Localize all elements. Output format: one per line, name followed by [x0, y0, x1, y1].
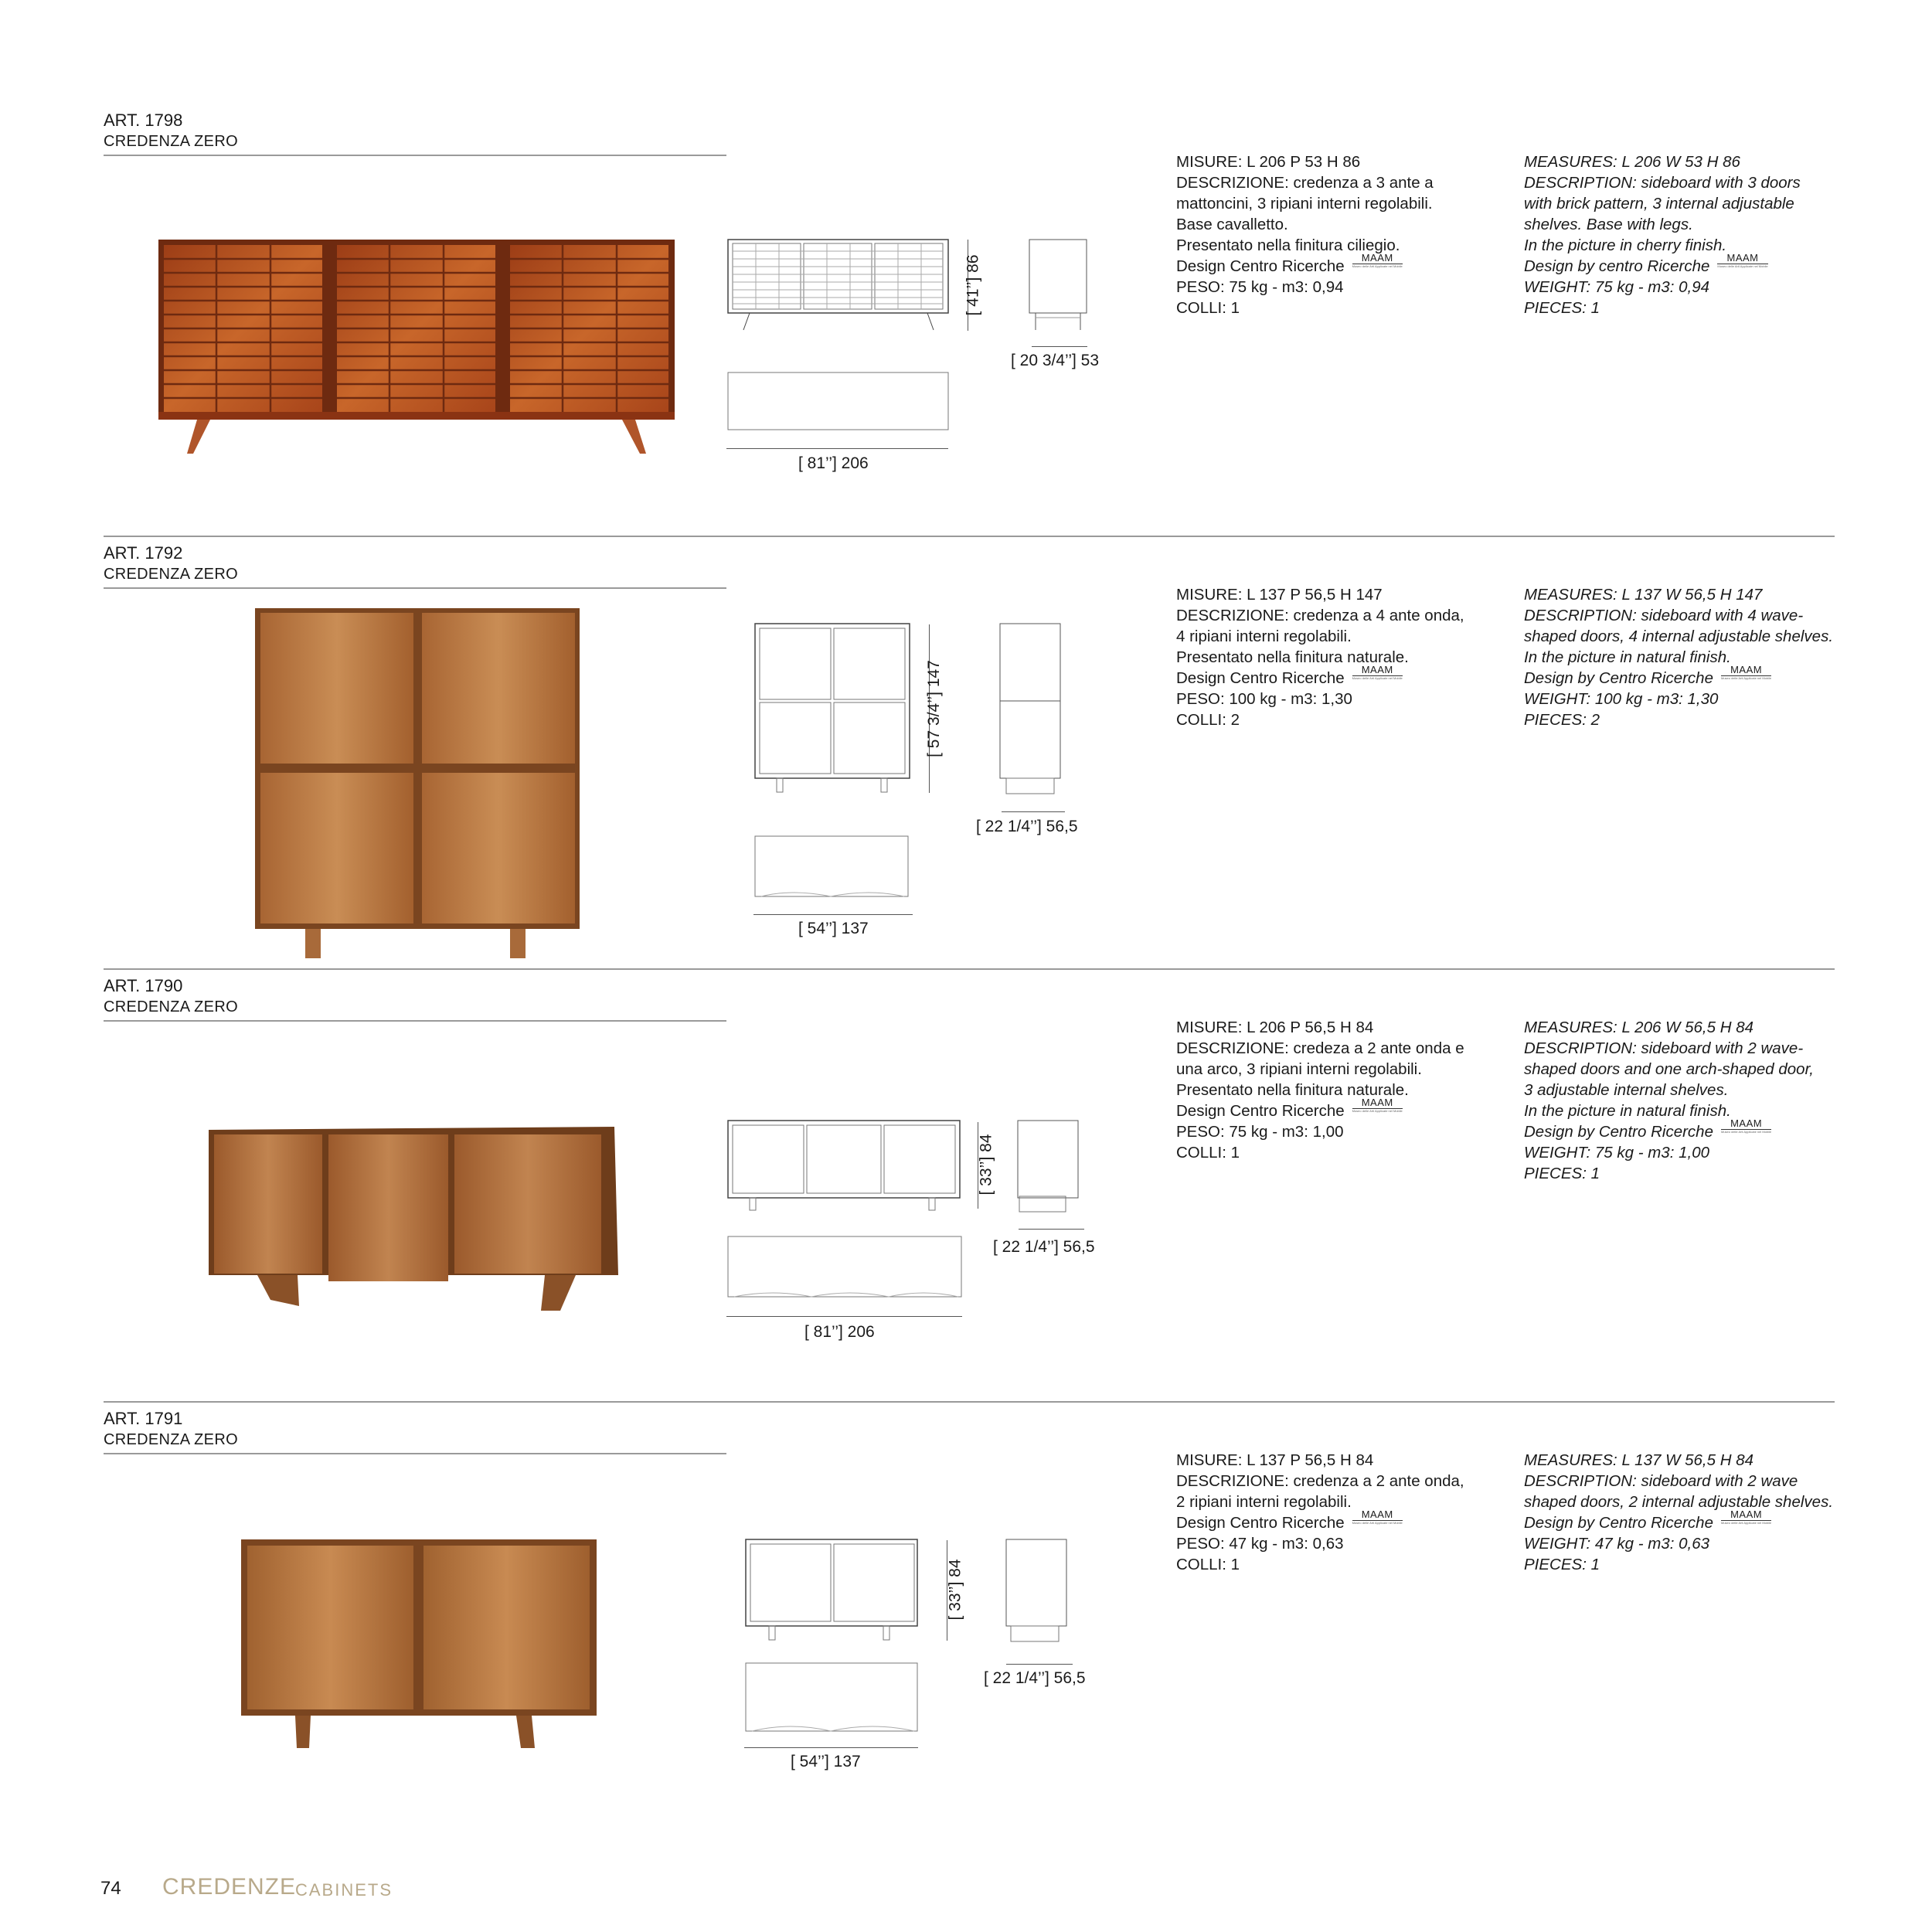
spec-line: PESO: 100 kg - m3: 1,30: [1176, 690, 1352, 708]
spec-line: WEIGHT: 75 kg - m3: 1,00: [1524, 1144, 1709, 1162]
maam-logo: MAAM Museo delle Arti Applicate nel Mobile: [1352, 1097, 1403, 1113]
spec-line: [1524, 664, 1879, 689]
product-name: CREDENZA ZERO: [104, 566, 238, 583]
spec-line: PESO: 75 kg - m3: 1,00: [1176, 1123, 1344, 1141]
spec-line: DESCRIZIONE: credeza a 2 ante onda e: [1176, 1039, 1464, 1057]
spec-line: MISURE: L 137 P 56,5 H 84: [1176, 1451, 1374, 1469]
technical-drawing-top: [744, 1662, 922, 1735]
spec-line: MISURE: L 206 P 53 H 86: [1176, 153, 1361, 171]
dimension-line: [726, 1316, 962, 1317]
designer-label: Design by centro Ricerche: [1524, 257, 1710, 275]
spec-line: shaped doors, 4 internal adjustable shelves.: [1524, 628, 1834, 645]
spec-english: [1524, 1017, 1879, 1184]
spec-line: DESCRIZIONE: credenza a 3 ante a: [1176, 174, 1434, 192]
technical-drawing-side: [1016, 1119, 1086, 1212]
technical-drawing-front: [726, 1119, 966, 1212]
product-photo: [240, 1538, 603, 1754]
designer-label: Design Centro Ricerche: [1176, 669, 1345, 687]
spec-line: In the picture in cherry finish.: [1524, 236, 1727, 254]
spec-line: MEASURES: L 137 W 56,5 H 84: [1524, 1451, 1754, 1469]
spec-line: COLLI: 1: [1176, 299, 1240, 317]
product-name: CREDENZA ZERO: [104, 998, 238, 1015]
maam-logo: MAAM Museo delle Arti Applicate nel Mobile: [1352, 252, 1403, 268]
designer-label: Design by Centro Ricerche: [1524, 669, 1713, 687]
spec-line: COLLI: 1: [1176, 1144, 1240, 1162]
spec-english: [1524, 151, 1879, 318]
spec-line: [1176, 1097, 1516, 1121]
spec-line: [1524, 1509, 1879, 1533]
spec-line: WEIGHT: 100 kg - m3: 1,30: [1524, 690, 1719, 708]
spec-line: [1524, 252, 1879, 277]
technical-drawing-top: [726, 371, 951, 433]
depth-dimension: [ 22 1/4’’] 56,5: [993, 1238, 1095, 1256]
designer-label: Design Centro Ricerche: [1176, 257, 1345, 275]
dimension-line: [1006, 1664, 1073, 1665]
spec-line: PESO: 75 kg - m3: 0,94: [1176, 278, 1344, 296]
section-rule: [104, 1020, 726, 1022]
technical-drawing-side: [1005, 1538, 1074, 1646]
width-dimension: [ 54’’] 137: [798, 920, 869, 937]
spec-line: In the picture in natural finish.: [1524, 648, 1731, 666]
spec-line: MEASURES: L 206 W 53 H 86: [1524, 153, 1740, 171]
maam-logo: MAAM Museo delle Arti Applicate nel Mobile: [1720, 1509, 1772, 1525]
dimension-line: [1032, 346, 1087, 347]
section-rule: [104, 155, 726, 156]
spec-line: PIECES: 1: [1524, 1556, 1600, 1573]
designer-label: Design by Centro Ricerche: [1524, 1123, 1713, 1141]
spec-line: [1176, 252, 1516, 277]
spec-line: DESCRIZIONE: credenza a 4 ante onda,: [1176, 607, 1464, 624]
spec-line: [1176, 664, 1516, 689]
product-photo: [155, 236, 680, 460]
spec-line: shelves. Base with legs.: [1524, 216, 1693, 233]
spec-line: WEIGHT: 75 kg - m3: 0,94: [1524, 278, 1709, 296]
article-number: ART. 1798: [104, 111, 183, 130]
spec-line: PIECES: 1: [1524, 1165, 1600, 1182]
spec-line: PIECES: 2: [1524, 711, 1600, 729]
spec-english: [1524, 1450, 1879, 1575]
spec-line: DESCRIPTION: sideboard with 3 doors: [1524, 174, 1801, 192]
spec-italian: [1176, 584, 1516, 730]
spec-line: COLLI: 2: [1176, 711, 1240, 729]
spec-line: WEIGHT: 47 kg - m3: 0,63: [1524, 1535, 1709, 1553]
width-dimension: [ 54’’] 137: [791, 1753, 861, 1770]
technical-drawing-front: [744, 1538, 922, 1646]
technical-drawing-top: [753, 835, 912, 900]
spec-italian: [1176, 151, 1516, 318]
section-rule: [104, 1453, 726, 1454]
spec-line: Presentato nella finitura naturale.: [1176, 648, 1409, 666]
spec-line: shaped doors and one arch-shaped door,: [1524, 1060, 1814, 1078]
technical-drawing-front: [753, 622, 916, 796]
spec-line: Base cavalletto.: [1176, 216, 1288, 233]
article-number: ART. 1790: [104, 976, 183, 995]
maam-logo: MAAM Museo delle Arti Applicate nel Mobile: [1720, 1117, 1772, 1134]
dimension-line: [726, 448, 948, 449]
spec-line: [1176, 1509, 1516, 1533]
height-dimension: [ 33’’] 84: [946, 1559, 964, 1621]
product-name: CREDENZA ZERO: [104, 133, 238, 150]
spec-italian: [1176, 1450, 1516, 1575]
spec-line: [1524, 1117, 1879, 1142]
section-divider: [104, 536, 1835, 537]
maam-logo: MAAM Museo delle Arti Applicate nel Mobile: [1717, 252, 1768, 268]
spec-line: MEASURES: L 206 W 56,5 H 84: [1524, 1019, 1754, 1036]
product-photo: [197, 1121, 630, 1314]
depth-dimension: [ 20 3/4’’] 53: [1011, 352, 1100, 369]
dimension-line: [1002, 811, 1065, 812]
technical-drawing-top: [726, 1235, 966, 1301]
product-photo: [251, 607, 583, 962]
dimension-line: [1019, 1229, 1084, 1230]
spec-line: DESCRIZIONE: credenza a 2 ante onda,: [1176, 1472, 1464, 1490]
width-dimension: [ 81’’] 206: [804, 1323, 875, 1341]
section-divider: [104, 1401, 1835, 1403]
spec-line: PESO: 47 kg - m3: 0,63: [1176, 1535, 1344, 1553]
spec-line: DESCRIPTION: sideboard with 2 wave: [1524, 1472, 1798, 1490]
page-number: 74: [100, 1878, 121, 1899]
spec-line: Presentato nella finitura ciliegio.: [1176, 236, 1400, 254]
maam-logo: MAAM Museo delle Arti Applicate nel Mobile: [1720, 664, 1772, 680]
section-divider: [104, 968, 1835, 970]
height-dimension: [ 57 3/4’’] 147: [924, 660, 943, 757]
spec-line: with brick pattern, 3 internal adjustable: [1524, 195, 1794, 213]
category-title: CREDENZE: [162, 1874, 297, 1900]
spec-line: mattoncini, 3 ripiani interni regolabili.: [1176, 195, 1433, 213]
designer-label: Design by Centro Ricerche: [1524, 1514, 1713, 1532]
spec-english: [1524, 584, 1879, 730]
spec-line: shaped doors, 2 internal adjustable shelves.: [1524, 1493, 1834, 1511]
spec-line: MISURE: L 206 P 56,5 H 84: [1176, 1019, 1374, 1036]
section-rule: [104, 587, 726, 589]
spec-line: Presentato nella finitura naturale.: [1176, 1081, 1409, 1099]
article-number: ART. 1792: [104, 543, 183, 563]
maam-logo: MAAM Museo delle Arti Applicate nel Mobile: [1352, 664, 1403, 680]
article-number: ART. 1791: [104, 1409, 183, 1428]
spec-line: MISURE: L 137 P 56,5 H 147: [1176, 586, 1383, 604]
spec-line: 2 ripiani interni regolabili.: [1176, 1493, 1352, 1511]
height-dimension: [ 33’’] 84: [977, 1134, 995, 1196]
spec-line: una arco, 3 ripiani interni regolabili.: [1176, 1060, 1422, 1078]
technical-drawing-front: [726, 236, 958, 336]
height-dimension: [ 41’’] 86: [964, 254, 982, 316]
width-dimension: [ 81’’] 206: [798, 454, 869, 472]
designer-label: Design Centro Ricerche: [1176, 1514, 1345, 1532]
depth-dimension: [ 22 1/4’’] 56,5: [976, 818, 1078, 835]
spec-line: DESCRIPTION: sideboard with 2 wave-: [1524, 1039, 1804, 1057]
spec-line: In the picture in natural finish.: [1524, 1102, 1731, 1120]
depth-dimension: [ 22 1/4’’] 56,5: [984, 1669, 1086, 1687]
dimension-line: [753, 914, 913, 915]
spec-line: COLLI: 1: [1176, 1556, 1240, 1573]
technical-drawing-side: [998, 622, 1068, 796]
product-name: CREDENZA ZERO: [104, 1431, 238, 1448]
maam-logo: MAAM Museo delle Arti Applicate nel Mobile: [1352, 1509, 1403, 1525]
designer-label: Design Centro Ricerche: [1176, 1102, 1345, 1120]
spec-line: 4 ripiani interni regolabili.: [1176, 628, 1352, 645]
spec-italian: [1176, 1017, 1516, 1163]
technical-drawing-side: [1028, 236, 1097, 336]
spec-line: DESCRIPTION: sideboard with 4 wave-: [1524, 607, 1804, 624]
spec-line: MEASURES: L 137 W 56,5 H 147: [1524, 586, 1763, 604]
spec-line: PIECES: 1: [1524, 299, 1600, 317]
dimension-line: [744, 1747, 918, 1748]
spec-line: 3 adjustable internal shelves.: [1524, 1081, 1729, 1099]
category-subtitle: CABINETS: [295, 1880, 393, 1900]
